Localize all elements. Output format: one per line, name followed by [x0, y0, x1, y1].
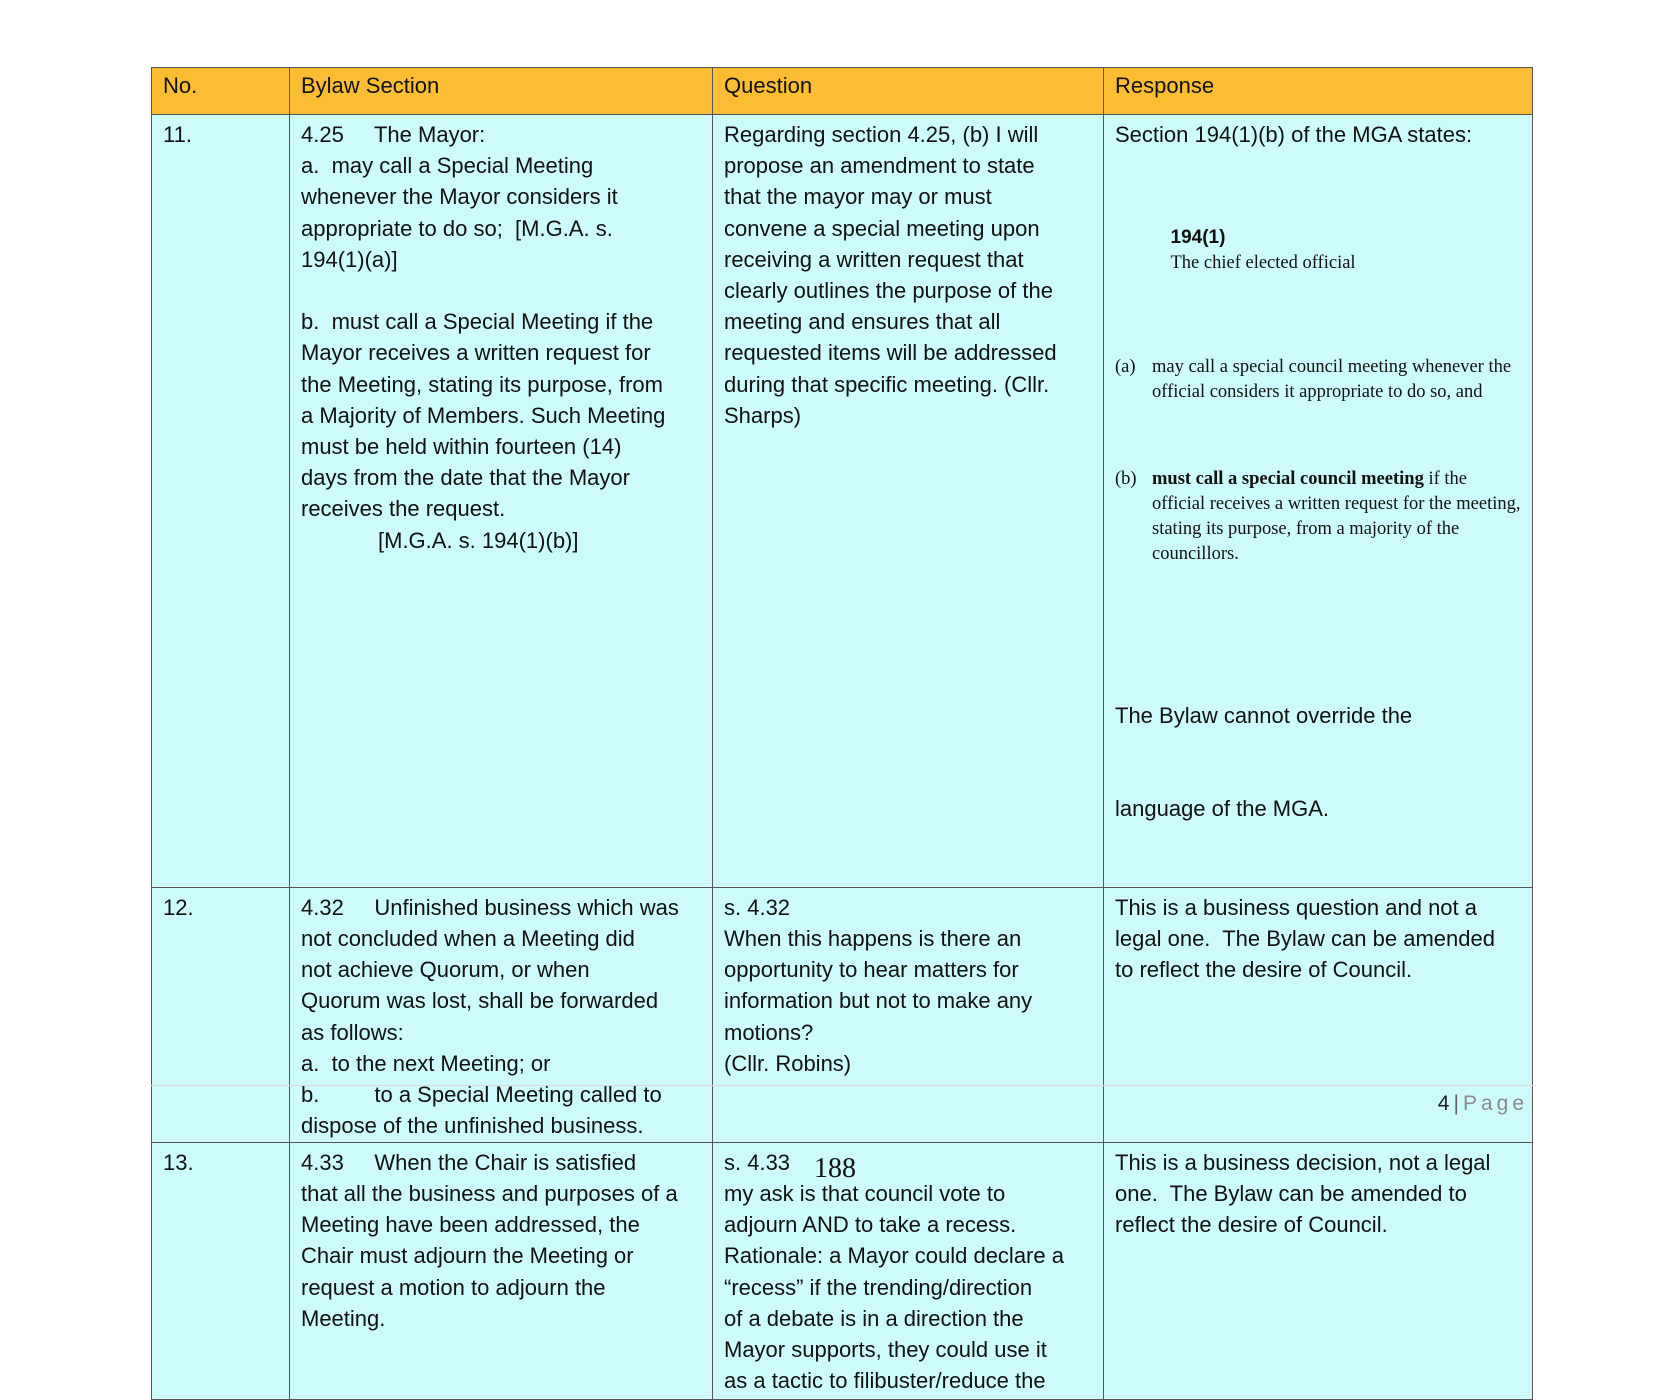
question-line: clearly outlines the purpose of the: [724, 278, 1053, 304]
bylaw-line: Chair must adjourn the Meeting or: [301, 1243, 634, 1269]
header-row: [152, 68, 1533, 115]
response-conclusion: [1115, 637, 1522, 887]
blank-line: [301, 275, 702, 306]
question-line: When this happens is there an: [724, 926, 1022, 952]
bylaw-line: Meeting.: [301, 1305, 386, 1331]
bylaw-line: 4.32 Unfinished business which was: [301, 894, 679, 920]
bylaw-line: appropriate to do so; [M.G.A. s.: [301, 215, 613, 241]
mga-reference: [M.G.A. s. 194(1)(b)]: [378, 527, 579, 553]
table-header: [152, 68, 1533, 115]
bylaw-line: b. must call a Special Meeting if the: [301, 309, 654, 335]
row-number: 12.: [152, 887, 290, 1142]
question-line: opportunity to hear matters for: [724, 957, 1019, 983]
bylaw-line: receives the request.: [301, 496, 506, 522]
table-row: [152, 115, 1533, 888]
response-line: language of the MGA.: [1115, 796, 1330, 822]
question-line: receiving a written request that: [724, 246, 1024, 272]
question-line: convene a special meeting upon: [724, 215, 1040, 241]
question-line: Regarding section 4.25, (b) I will: [724, 122, 1039, 147]
mga-quote-block: [1115, 150, 1526, 629]
question-line: s. 4.33: [724, 1149, 791, 1175]
page-separator: |: [1453, 1092, 1459, 1115]
question-line: meeting and ensures that all: [724, 309, 1001, 335]
bylaw-line: the Meeting, stating its purpose, from: [301, 371, 663, 397]
bylaw-line: not concluded when a Meeting did: [301, 926, 635, 952]
response-line: legal one. The Bylaw can be amended: [1115, 926, 1495, 952]
bylaw-section-cell: [290, 887, 713, 1142]
page-number: 4: [1437, 1092, 1450, 1115]
question-line: my ask is that council vote to: [724, 1181, 1006, 1207]
response-line: The Bylaw cannot override the: [1115, 702, 1413, 728]
mga-item-bold: must call a special council meeting: [1152, 469, 1424, 490]
question-line: Mayor supports, they could use it: [724, 1337, 1047, 1363]
header-bylaw-section: Bylaw Section: [290, 68, 713, 115]
mga-item-text: [1152, 467, 1526, 567]
bylaw-line: days from the date that the Mayor: [301, 465, 630, 491]
document-page-number: 188: [814, 1153, 856, 1184]
bylaw-line: as follows:: [301, 1019, 404, 1045]
bylaw-line: not achieve Quorum, or when: [301, 957, 590, 983]
response-intro: Section 194(1)(b) of the MGA states:: [1115, 122, 1473, 147]
row-number: 13.: [152, 1142, 290, 1399]
row-number: 11.: [152, 115, 290, 888]
bylaw-line: 194(1)(a)]: [301, 246, 398, 272]
question-line: propose an amendment to state: [724, 153, 1035, 179]
mga-item-label: (b): [1115, 469, 1137, 490]
question-line: Rationale: a Mayor could declare a: [724, 1243, 1064, 1269]
response-line: This is a business decision, not a legal: [1115, 1149, 1491, 1175]
question-line: “recess” if the trending/direction: [724, 1274, 1033, 1300]
question-line: of a debate is in a direction the: [724, 1305, 1024, 1331]
mga-item-rest: if the official receives a written request for the meeting, stating its purpose, from a majority of the councillors.: [1152, 469, 1526, 565]
response-cell: [1104, 115, 1533, 888]
bylaw-line: that all the business and purposes of a: [301, 1181, 678, 1207]
bylaw-line: b. to a Special Meeting called to: [301, 1082, 662, 1108]
bylaw-section-cell: [290, 115, 713, 888]
table-row: [152, 887, 1533, 1142]
response-line: one. The Bylaw can be amended to: [1115, 1181, 1467, 1207]
question-line: motions?: [724, 1019, 814, 1045]
mga-item-label: (a): [1115, 357, 1136, 378]
question-line: Sharps): [724, 402, 802, 428]
mga-section-number: 194(1): [1170, 227, 1226, 249]
bylaw-line: 4.25 The Mayor:: [301, 122, 486, 147]
bylaw-review-table: [151, 67, 1533, 1400]
footer-divider: [150, 1085, 1536, 1086]
question-line: information but not to make any: [724, 988, 1033, 1014]
page-word: Page: [1462, 1092, 1528, 1115]
mga-item-text: may call a special council meeting whenever the official considers it appropriate to do so, and: [1152, 357, 1516, 403]
question-line: s. 4.32: [724, 894, 791, 920]
question-line: that the mayor may or must: [724, 184, 992, 210]
header-response: Response: [1104, 68, 1533, 115]
mga-quote-heading: [1115, 200, 1522, 301]
mga-quote-item-a: [1115, 355, 1522, 405]
bylaw-line: Mayor receives a written request for: [301, 340, 651, 366]
mga-section-lead: The chief elected official: [1170, 253, 1356, 274]
bylaw-line: a Majority of Members. Such Meeting: [301, 402, 666, 428]
header-no: No.: [152, 68, 290, 115]
question-line: during that specific meeting. (Cllr.: [724, 371, 1050, 397]
response-line: to reflect the desire of Council.: [1115, 957, 1413, 983]
mga-quote-item-b: [1115, 467, 1526, 567]
bylaw-line: Meeting have been addressed, the: [301, 1212, 640, 1238]
bylaw-line: a. to the next Meeting; or: [301, 1050, 551, 1076]
question-line: as a tactic to filibuster/reduce the: [724, 1368, 1046, 1394]
bylaw-line: whenever the Mayor considers it: [301, 184, 618, 210]
question-line: requested items will be addressed: [724, 340, 1057, 366]
question-line: (Cllr. Robins): [724, 1050, 852, 1076]
response-line: reflect the desire of Council.: [1115, 1212, 1388, 1238]
page-indicator: [1438, 1092, 1528, 1116]
bylaw-line: Quorum was lost, shall be forwarded: [301, 988, 659, 1014]
response-line: This is a business question and not a: [1115, 894, 1478, 920]
question-cell: [713, 115, 1104, 888]
question-cell: [713, 887, 1104, 1142]
table-body: [152, 115, 1533, 1400]
header-question: Question: [713, 68, 1104, 115]
bylaw-line: a. may call a Special Meeting: [301, 153, 594, 179]
question-line: adjourn AND to take a recess.: [724, 1212, 1017, 1238]
bylaw-line: must be held within fourteen (14): [301, 434, 622, 460]
bylaw-line: dispose of the unfinished business.: [301, 1113, 644, 1139]
bylaw-line: request a motion to adjourn the: [301, 1274, 606, 1300]
bylaw-line: 4.33 When the Chair is satisfied: [301, 1149, 637, 1175]
